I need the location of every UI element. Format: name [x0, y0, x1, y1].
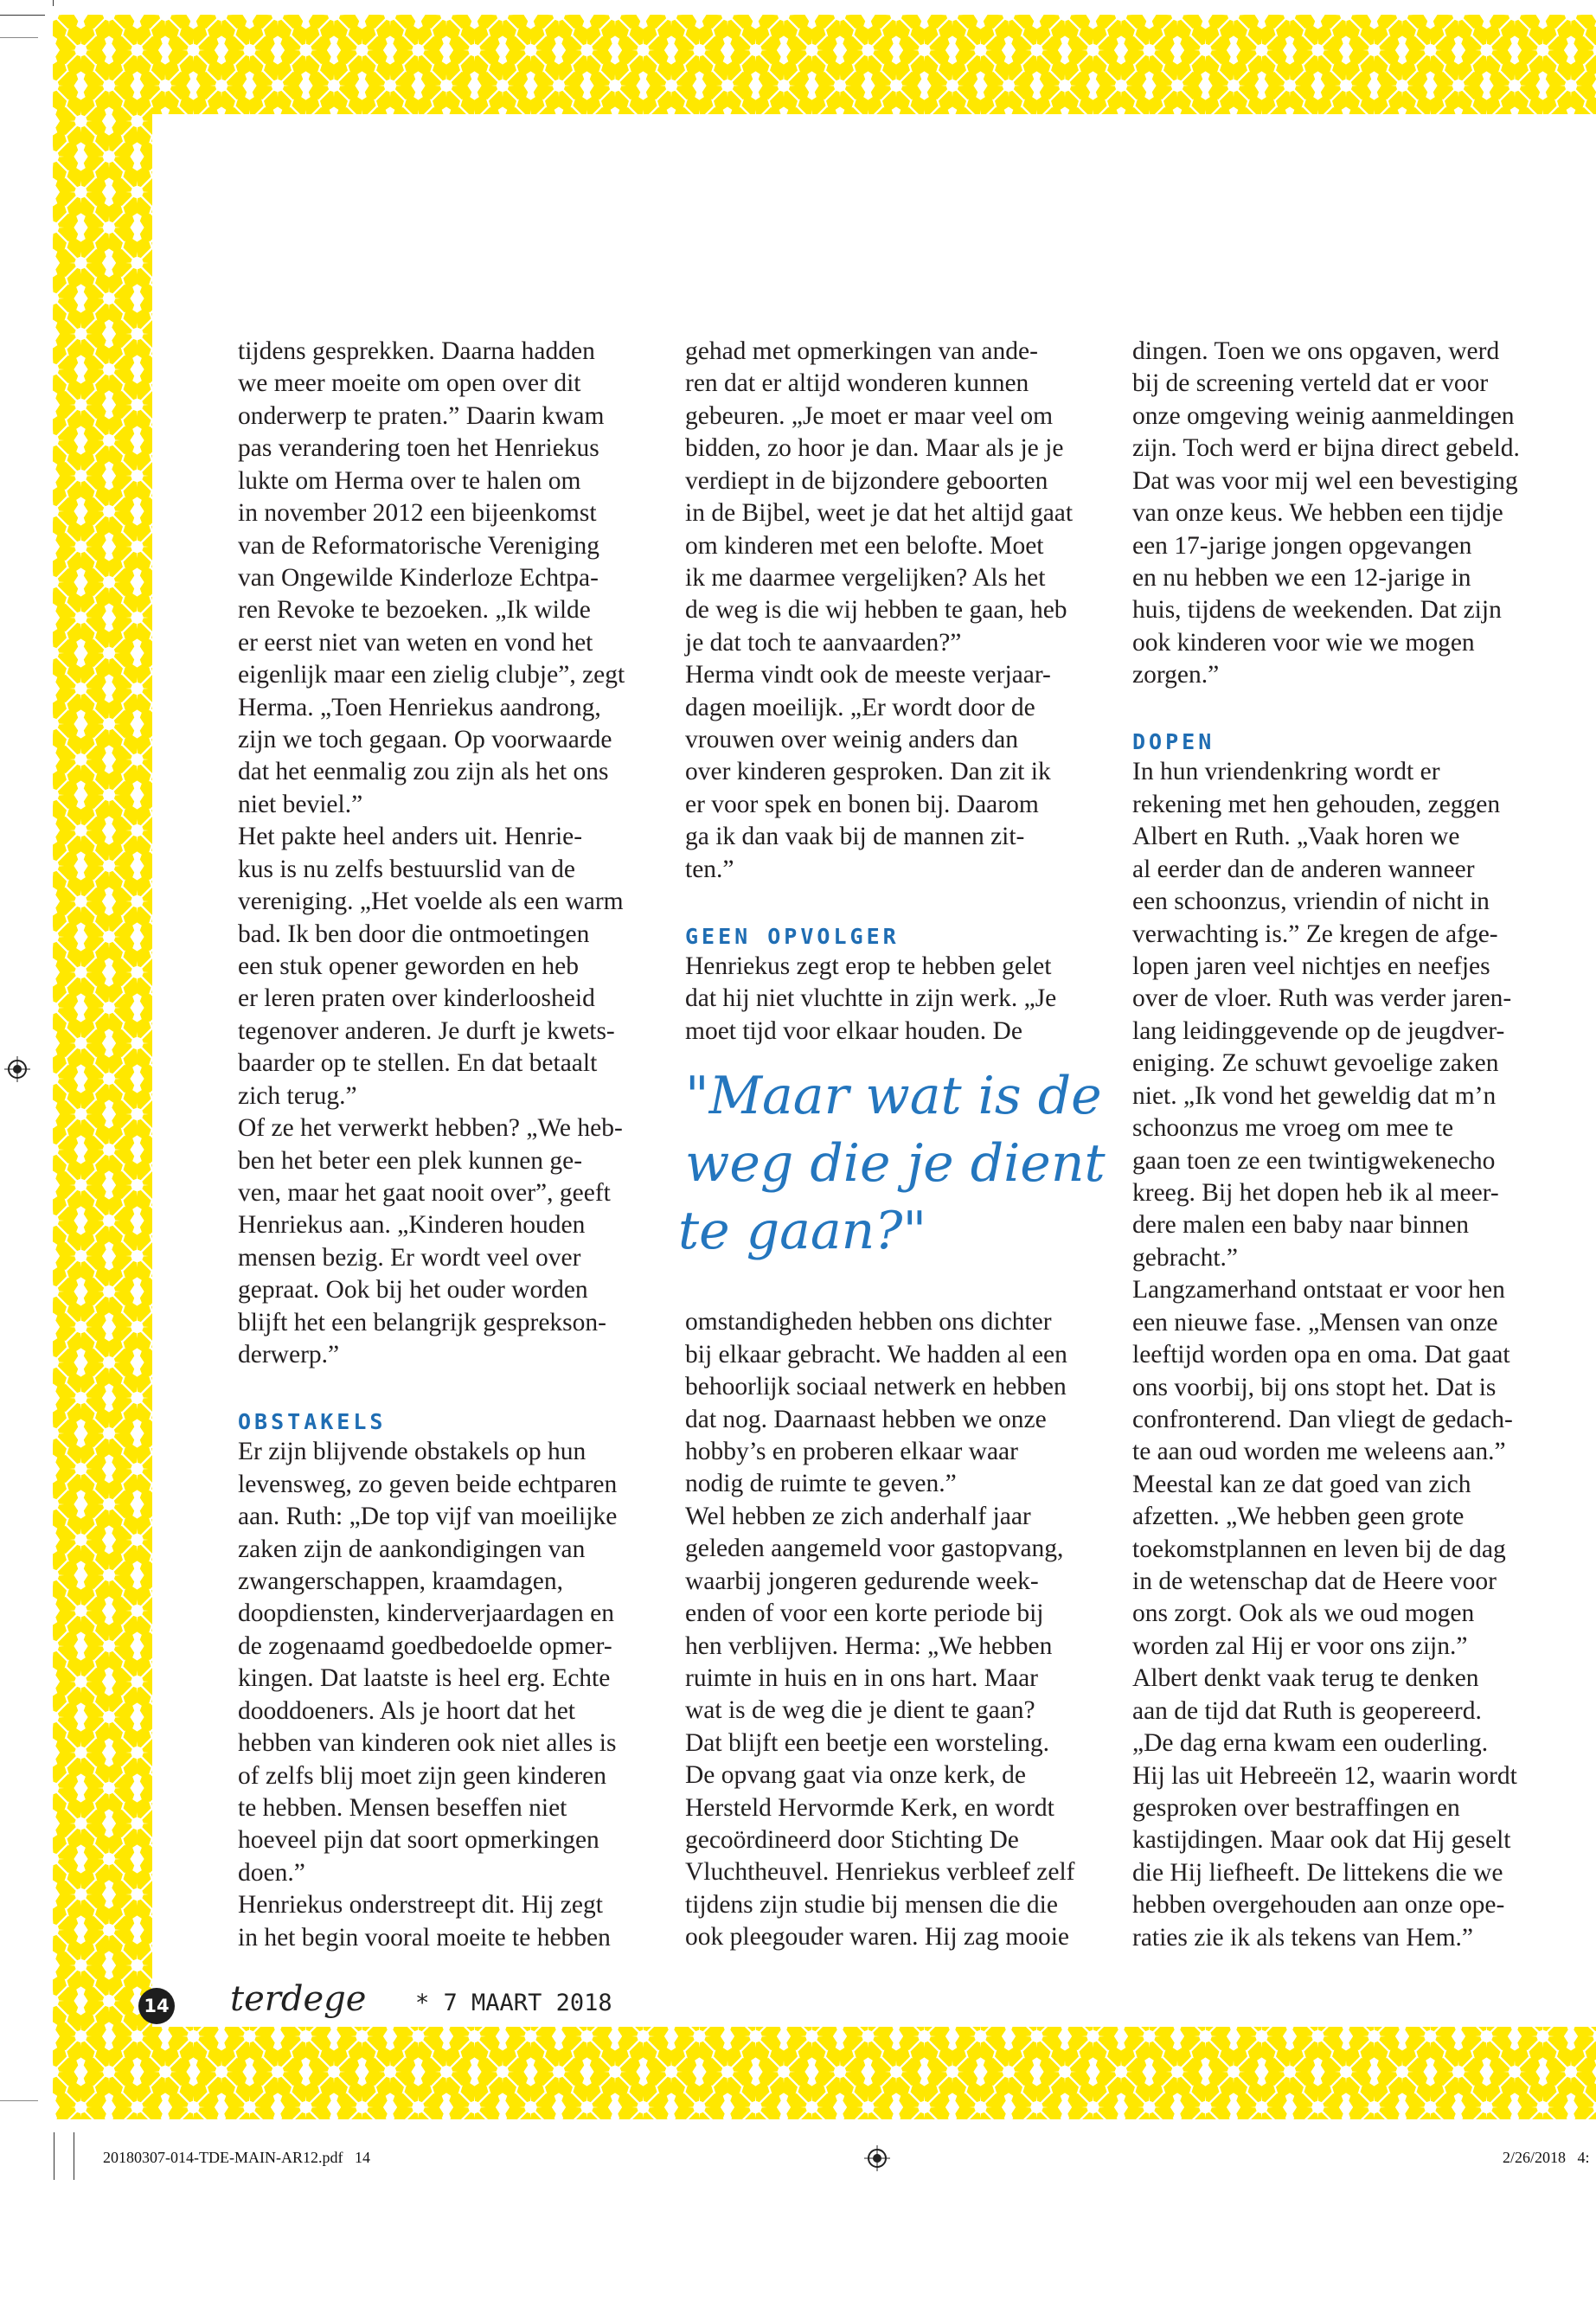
- body-text-line: zich terug.”: [238, 1081, 357, 1110]
- body-text-line: Henriekus zegt erop te hebben gelet: [685, 952, 1052, 981]
- body-text-line: verdiept in de bijzondere geboorten: [685, 466, 1048, 495]
- body-text-line: de weg is die wij hebben te gaan, heb: [685, 596, 1067, 625]
- body-text-line: lopen jaren veel nichtjes en neefjes: [1132, 952, 1490, 981]
- body-text-line: in het begin vooral moeite te hebben: [238, 1923, 611, 1952]
- body-text-line: afzetten. „We hebben geen grote: [1132, 1503, 1465, 1531]
- body-text-line: over de vloer. Ruth was verder jaren-: [1132, 984, 1512, 1013]
- body-text-line: hen verblijven. Herma: „We hebben: [685, 1631, 1053, 1660]
- body-text-line: gecoördineerd door Stichting De: [685, 1826, 1019, 1855]
- body-text-line: huis, tijdens de weekenden. Dat zijn: [1132, 596, 1502, 625]
- body-text-line: eniging. Ze schuwt gevoelige zaken: [1132, 1049, 1499, 1078]
- body-text-line: kastijdingen. Maar ook dat Hij geselt: [1132, 1826, 1511, 1855]
- body-text-line: ons zorgt. Ook als we oud mogen: [1132, 1599, 1475, 1628]
- section-heading: DOPEN: [1132, 729, 1215, 755]
- body-text-line: dat hij niet vluchtte in zijn werk. „Je: [685, 984, 1057, 1013]
- body-text-line: ren Revoke te bezoeken. „Ik wilde: [238, 596, 591, 625]
- body-text-line: de zogenaamd goedbedoelde opmer-: [238, 1631, 612, 1660]
- body-text-line: dooddoeners. Als je hoort dat het: [238, 1696, 575, 1725]
- body-text-line: en nu hebben we een 12-jarige in: [1132, 563, 1471, 592]
- body-text-line: ga ik dan vaak bij de mannen zit-: [685, 823, 1025, 851]
- body-text-line: hebben overgehouden aan onze ope-: [1132, 1891, 1505, 1920]
- body-text-line: ik me daarmee vergelijken? Als het: [685, 563, 1046, 592]
- body-text-line: nodig de ruimte te geven.”: [685, 1470, 957, 1498]
- body-text-line: Dat was voor mij wel een bevestiging: [1132, 466, 1518, 495]
- body-text-line: vrouwen over weinig anders dan: [685, 726, 1019, 754]
- body-text-line: gepraat. Ook bij het ouder worden: [238, 1276, 588, 1304]
- section-heading: GEEN OPVOLGER: [685, 923, 900, 949]
- pull-quote-line: weg die je dient: [685, 1133, 1106, 1195]
- body-text-line: zaken zijn de aankondigingen van: [238, 1535, 586, 1563]
- body-text-line: die Hij liefheeft. De littekens die we: [1132, 1858, 1503, 1887]
- body-text-line: gaan toen ze een twintigwekenecho: [1132, 1146, 1496, 1175]
- body-text-line: lukte om Herma over te halen om: [238, 466, 581, 495]
- body-text-line: raties zie ik als tekens van Hem.”: [1132, 1923, 1474, 1952]
- body-text-line: je dat toch te aanvaarden?”: [685, 628, 962, 657]
- body-text-line: Herma vindt ook de meeste verjaar-: [685, 661, 1051, 689]
- body-text-line: van onze keus. We hebben een tijdje: [1132, 499, 1503, 528]
- pull-quote: [678, 1048, 1118, 1306]
- body-text-line: levensweg, zo geven beide echtparen: [238, 1470, 618, 1498]
- body-text-line: worden zal Hij er voor ons zijn.”: [1132, 1631, 1468, 1660]
- body-text-line: hoeveel pijn dat soort opmerkingen: [238, 1826, 599, 1855]
- body-text-line: dat nog. Daarnaast hebben we onze: [685, 1405, 1047, 1433]
- body-text-line: gehad met opmerkingen van ande-: [685, 337, 1038, 365]
- body-text-line: wat is de weg die je dient te gaan?: [685, 1696, 1035, 1725]
- body-text-line: ons voorbij, bij ons stopt het. Dat is: [1132, 1373, 1497, 1401]
- top-pattern-band: [53, 15, 1596, 114]
- spacer: [238, 1372, 670, 1404]
- body-text-line: tijdens gesprekken. Daarna hadden: [238, 337, 595, 365]
- body-text-line: ook pleegouder waren. Hij zag mooie: [685, 1923, 1069, 1952]
- body-text-line: bidden, zo hoor je dan. Maar als je je: [685, 434, 1064, 463]
- body-text-line: in de wetenschap dat de Heere voor: [1132, 1567, 1497, 1596]
- body-text-line: Vluchtheuvel. Henriekus verbleef zelf: [685, 1858, 1075, 1887]
- body-text-line: Albert en Ruth. „Vaak horen we: [1132, 823, 1460, 851]
- body-text-line: onderwerp te praten.” Daarin kwam: [238, 401, 605, 430]
- body-text-line: er leren praten over kinderloosheid: [238, 984, 595, 1013]
- body-text-line: ook kinderen voor wie we mogen: [1132, 628, 1475, 657]
- spacer: [1132, 692, 1565, 724]
- article-column-3: [1132, 336, 1565, 1954]
- body-text-line: Er zijn blijvende obstakels op hun: [238, 1438, 586, 1466]
- body-text-line: enden of voor een korte periode bij: [685, 1599, 1044, 1628]
- body-text-line: een stuk opener geworden en heb: [238, 952, 580, 981]
- body-text-line: De opvang gaat via onze kerk, de: [685, 1761, 1026, 1790]
- body-text-line: ven, maar het gaat nooit over”, geeft: [238, 1178, 611, 1207]
- body-text-line: leeftijd worden opa en oma. Dat gaat: [1132, 1341, 1510, 1369]
- spacer: [685, 886, 1118, 918]
- body-text-line: Hij las uit Hebreeën 12, waarin wordt: [1132, 1761, 1517, 1790]
- body-text-line: zijn we toch gegaan. Op voorwaarde: [238, 726, 612, 754]
- body-text-line: kingen. Dat laatste is heel erg. Echte: [238, 1664, 611, 1693]
- crop-mark: [0, 15, 45, 16]
- body-text-line: zijn. Toch werd er bijna direct gebeld.: [1132, 434, 1520, 463]
- body-text-line: te hebben. Mensen beseffen niet: [238, 1793, 567, 1822]
- body-text-line: moet tijd voor elkaar houden. De: [685, 1016, 1022, 1045]
- registration-mark-icon: [864, 2145, 890, 2171]
- body-text-line: onze omgeving weinig aanmeldingen: [1132, 401, 1515, 430]
- article-column-1: [238, 336, 670, 1954]
- body-text-line: ruimte in huis en in ons hart. Maar: [685, 1663, 1039, 1692]
- body-text-line: er voor spek en bonen bij. Daarom: [685, 790, 1039, 818]
- body-text-line: verwachting is.” Ze kregen de afge-: [1132, 920, 1498, 948]
- crop-mark: [0, 2100, 38, 2101]
- pull-quote-line: "Maar wat is de: [685, 1066, 1102, 1127]
- body-text-line: behoorlijk sociaal netwerk en hebben: [685, 1373, 1067, 1401]
- page-number-badge: 14: [138, 1988, 175, 2024]
- pull-quote-line: te gaan?": [678, 1201, 927, 1262]
- body-text-line: bad. Ik ben door die ontmoetingen: [238, 920, 590, 948]
- body-text-line: Meestal kan ze dat goed van zich: [1132, 1470, 1471, 1498]
- body-text-line: om kinderen met een belofte. Moet: [685, 531, 1044, 560]
- separator-asterisk: *: [415, 1990, 430, 2016]
- body-text-line: al eerder dan de anderen wanneer: [1132, 855, 1475, 883]
- body-text-line: Herma. „Toen Henriekus aandrong,: [238, 693, 601, 721]
- body-text-line: confronterend. Dan vliegt de gedach-: [1132, 1405, 1513, 1433]
- body-text-line: bij de screening verteld dat er voor: [1132, 369, 1489, 398]
- body-text-line: Albert denkt vaak terug te denken: [1132, 1664, 1479, 1693]
- body-text-line: een 17-jarige jongen opgevangen: [1132, 531, 1472, 560]
- body-text-line: bij elkaar gebracht. We hadden al een: [685, 1340, 1067, 1368]
- body-text-line: Of ze het verwerkt hebben? „We heb-: [238, 1114, 623, 1143]
- body-text-line: Hersteld Hervormde Kerk, en wordt: [685, 1793, 1054, 1822]
- body-text-line: Henriekus onderstreept dit. Hij zegt: [238, 1891, 603, 1920]
- body-text-line: In hun vriendenkring wordt er: [1132, 758, 1440, 786]
- crop-mark: [53, 0, 54, 6]
- body-text-line: dat het eenmalig zou zijn als het ons: [238, 758, 609, 786]
- body-text-line: gebeuren. „Je moet er maar veel om: [685, 401, 1054, 430]
- body-text-line: over kinderen gesproken. Dan zit ik: [685, 758, 1051, 786]
- body-text-line: mensen bezig. Er wordt veel over: [238, 1243, 581, 1272]
- body-text-line: Dat blijft een beetje een worsteling.: [685, 1728, 1050, 1757]
- body-text-line: pas verandering toen het Henriekus: [238, 434, 599, 463]
- body-text-line: geleden aangemeld voor gastopvang,: [685, 1535, 1064, 1563]
- body-text-line: eigenlijk maar een zielig clubje”, zegt: [238, 661, 625, 689]
- body-text-line: ben het beter een plek kunnen ge-: [238, 1146, 583, 1175]
- article-column-2: [678, 336, 1118, 1954]
- body-text-line: ten.”: [685, 855, 734, 883]
- section-heading: OBSTAKELS: [238, 1408, 387, 1434]
- registration-mark-icon: [4, 1056, 30, 1082]
- crop-mark: [0, 37, 38, 38]
- body-text-line: een nieuwe fase. „Mensen van onze: [1132, 1308, 1498, 1336]
- body-text-line: hobby’s en proberen elkaar waar: [685, 1437, 1018, 1465]
- bottom-pattern-band: [53, 2027, 1596, 2119]
- body-text-line: in november 2012 een bijeenkomst: [238, 499, 597, 528]
- body-text-line: of zelfs blij moet zijn geen kinderen: [238, 1761, 606, 1790]
- body-text-line: Wel hebben ze zich anderhalf jaar: [685, 1502, 1031, 1530]
- body-text-line: niet beviel.”: [238, 790, 363, 818]
- body-text-line: aan de tijd dat Ruth is geopereerd.: [1132, 1696, 1482, 1725]
- body-text-line: blijft het een belangrijk gesprekson-: [238, 1308, 606, 1336]
- body-text-line: gebracht.”: [1132, 1243, 1239, 1272]
- body-text-line: een schoonzus, vriendin of nicht in: [1132, 888, 1490, 916]
- print-file-name: 20180307-014-TDE-MAIN-AR12.pdf 14: [103, 2149, 370, 2166]
- body-text-line: er eerst niet van weten en vond het: [238, 628, 593, 657]
- body-text-line: niet. „Ik vond het geweldig dat m’n: [1132, 1081, 1497, 1110]
- body-text-line: Langzamerhand ontstaat er voor hen: [1132, 1276, 1505, 1304]
- body-text-line: aan. Ruth: „De top vijf van moeilijke: [238, 1503, 618, 1531]
- body-text-line: lang leidinggevende op de jeugdver-: [1132, 1016, 1505, 1045]
- body-text-line: vereniging. „Het voelde als een warm: [238, 888, 624, 916]
- left-pattern-band: [53, 15, 152, 2119]
- body-text-line: ren dat er altijd wonderen kunnen: [685, 369, 1029, 398]
- body-text-line: „De dag erna kwam een ouderling.: [1132, 1729, 1489, 1758]
- issue-date: [415, 1988, 612, 2019]
- body-text-line: van Ongewilde Kinderloze Echtpa-: [238, 563, 599, 592]
- body-text-line: tegenover anderen. Je durft je kwets-: [238, 1016, 615, 1045]
- body-text-line: doopdiensten, kinderverjaardagen en: [238, 1599, 614, 1628]
- body-text-line: tijdens zijn studie bij mensen die die: [685, 1890, 1058, 1919]
- body-text-line: in de Bijbel, weet je dat het altijd gaat: [685, 499, 1074, 528]
- body-text-line: kreeg. Bij het dopen heb ik al meer-: [1132, 1178, 1499, 1207]
- body-text-line: rekening met hen gehouden, zeggen: [1132, 790, 1501, 818]
- body-text-line: baarder op te stellen. En dat betaalt: [238, 1049, 598, 1078]
- body-text-line: dagen moeilijk. „Er wordt door de: [685, 693, 1035, 721]
- body-text-line: te aan oud worden me weleens aan.”: [1132, 1438, 1506, 1466]
- body-text-line: schoonzus me vroeg om mee te: [1132, 1114, 1454, 1143]
- body-text-line: hebben van kinderen ook niet alles is: [238, 1729, 617, 1758]
- body-text-line: doen.”: [238, 1858, 305, 1887]
- body-text-line: zwangerschappen, kraamdagen,: [238, 1567, 563, 1596]
- magazine-logo: terdege: [230, 1979, 367, 2019]
- body-text-line: kus is nu zelfs bestuurslid van de: [238, 855, 575, 883]
- body-text-line: van de Reformatorische Vereniging: [238, 531, 600, 560]
- body-text-line: dere malen een baby naar binnen: [1132, 1211, 1470, 1240]
- body-text-line: derwerp.”: [238, 1341, 340, 1369]
- body-text-line: dingen. Toen we ons opgaven, werd: [1132, 337, 1500, 365]
- body-text-line: zorgen.”: [1132, 661, 1220, 689]
- issue-date-text: 7 MAART 2018: [443, 1990, 612, 2016]
- body-text-line: omstandigheden hebben ons dichter: [685, 1308, 1052, 1336]
- body-text-line: waarbij jongeren gedurende week-: [685, 1567, 1039, 1595]
- print-timestamp: 2/26/2018 4:: [1503, 2149, 1590, 2166]
- body-text-line: Henriekus aan. „Kinderen houden: [238, 1211, 586, 1240]
- body-text-line: gesproken over bestraffingen en: [1132, 1793, 1460, 1822]
- body-text-line: we meer moeite om open over dit: [238, 369, 581, 398]
- body-text-line: Het pakte heel anders uit. Henrie-: [238, 823, 583, 851]
- body-text-line: toekomstplannen en leven bij de dag: [1132, 1535, 1506, 1563]
